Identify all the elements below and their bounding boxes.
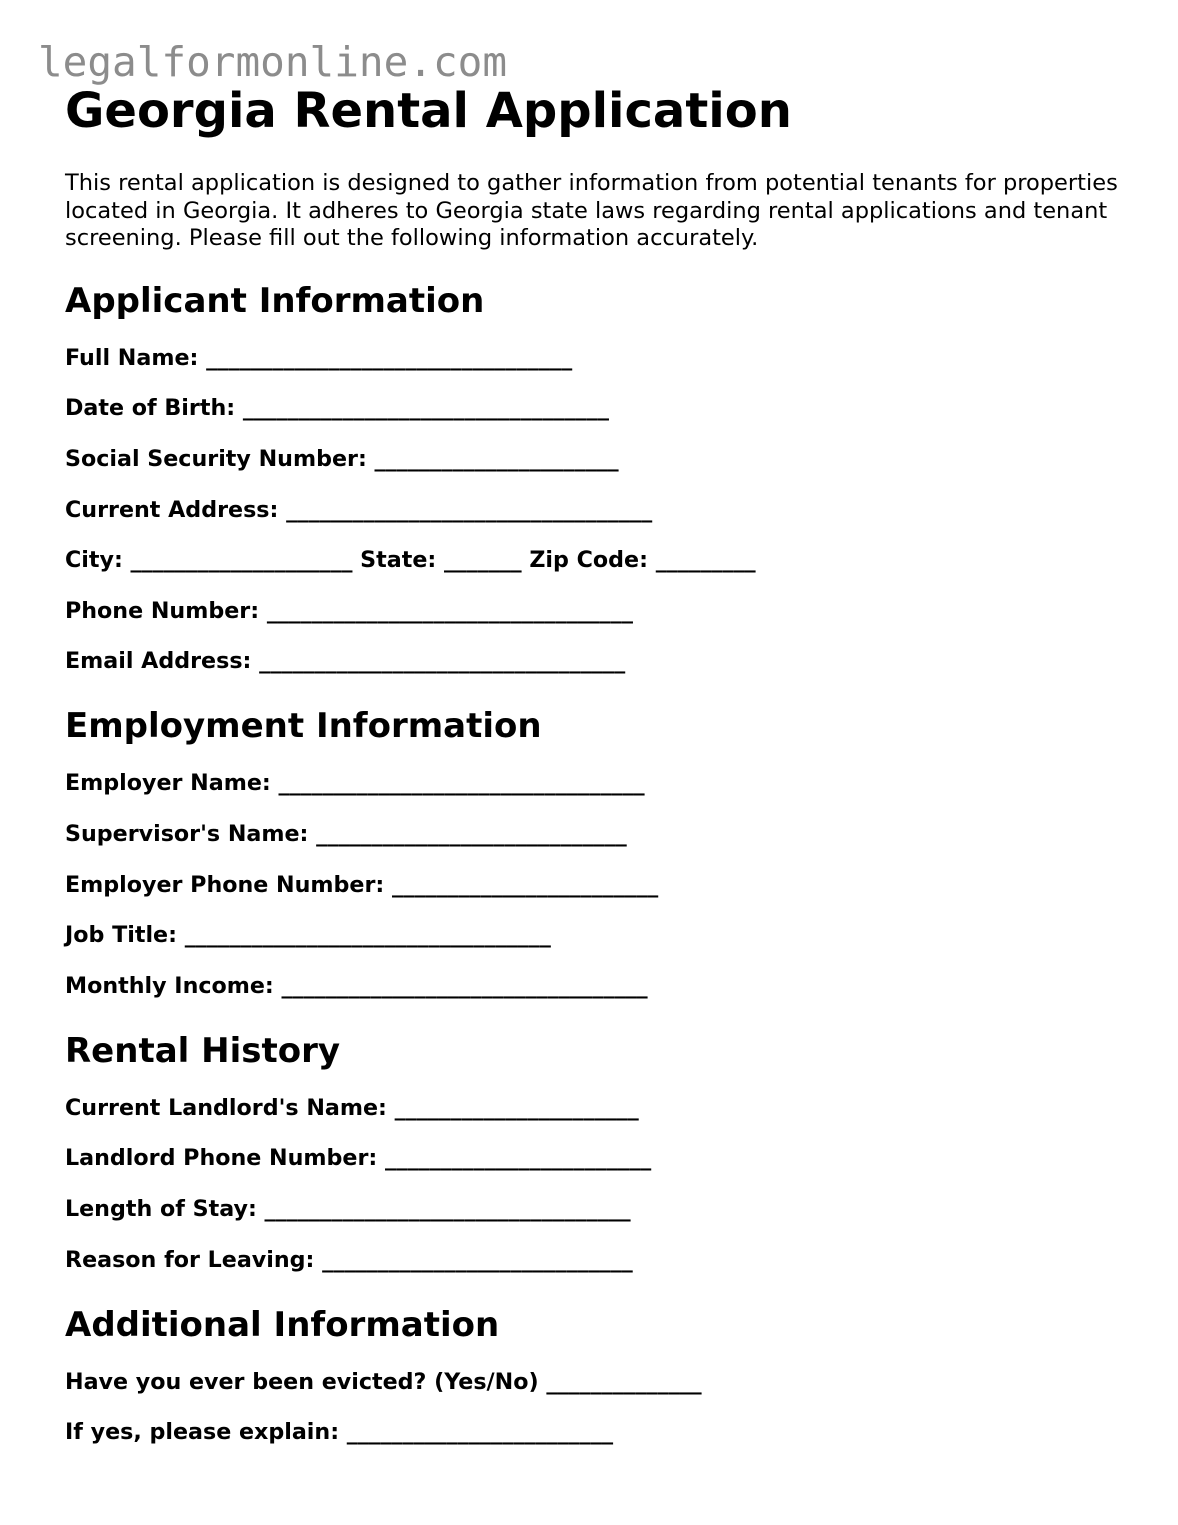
field-length-of-stay[interactable]: Length of Stay: _________________________________ [65,1195,631,1222]
field-employer-name[interactable]: Employer Name: _________________________________ [65,770,645,797]
field-landlord-name[interactable]: Current Landlord's Name: ______________________ [65,1094,639,1121]
section-heading-additional: Additional Information [65,1304,500,1345]
field-eviction-explanation[interactable]: If yes, please explain: ________________________ [65,1419,614,1446]
page-title: Georgia Rental Application [65,83,792,139]
document-body [65,80,1125,1447]
field-evicted[interactable]: Have you ever been evicted? (Yes/No) ______________ [65,1368,702,1395]
watermark: legalformonline.com [38,38,507,86]
intro-paragraph: This rental application is designed to gather information from potential tenants for properties located in Georgia. It adheres to Georgia state laws regarding rental applications and tenant screening. Please fill out the following information accurately. [65,170,1118,252]
field-employer-phone[interactable]: Employer Phone Number: ________________________ [65,871,659,898]
field-ssn[interactable]: Social Security Number: ______________________ [65,445,619,472]
field-city-state-zip[interactable]: City: ____________________ State: _______ Zip Code: _________ [65,547,756,574]
field-phone-number[interactable]: Phone Number: _________________________________ [65,597,633,624]
section-heading-employment: Employment Information [65,706,542,747]
field-reason-for-leaving[interactable]: Reason for Leaving: ____________________________ [65,1246,633,1273]
field-job-title[interactable]: Job Title: _________________________________ [65,922,551,949]
field-email-address[interactable]: Email Address: _________________________________ [65,648,626,675]
field-date-of-birth[interactable]: Date of Birth: _________________________________ [65,395,609,422]
field-full-name[interactable]: Full Name: _________________________________ [65,344,573,371]
section-heading-rental-history: Rental History [65,1030,341,1071]
field-monthly-income[interactable]: Monthly Income: _________________________________ [65,972,648,999]
field-supervisor-name[interactable]: Supervisor's Name: ____________________________ [65,820,627,847]
field-landlord-phone[interactable]: Landlord Phone Number: ________________________ [65,1145,652,1172]
section-heading-applicant: Applicant Information [65,280,485,321]
field-current-address[interactable]: Current Address: _________________________________ [65,496,653,523]
